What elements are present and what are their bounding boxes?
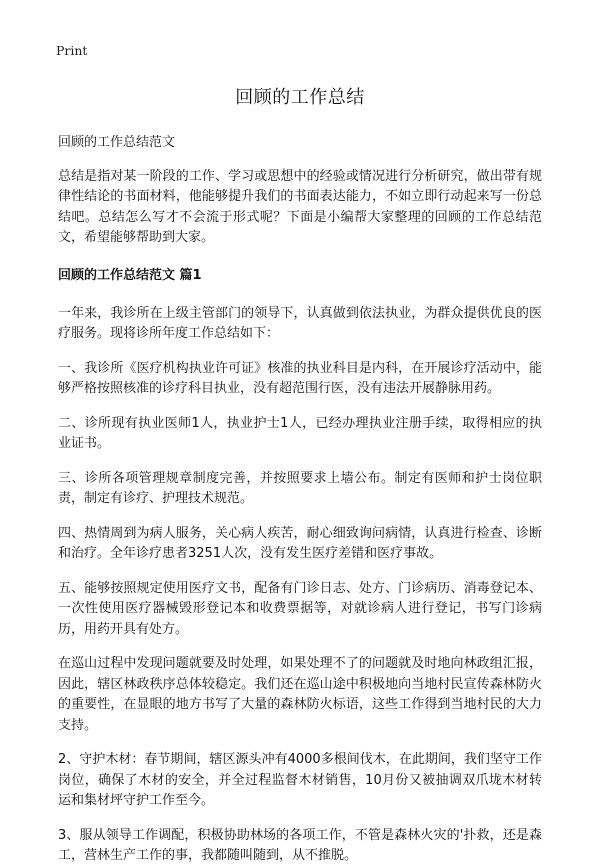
body-paragraph: 五、能够按照规定使用医疗文书，配备有门诊日志、处方、门诊病历、消毒登记本、一次性使用医疗器械毁形登记本和收费票据等，对就诊病人进行登记，书写门诊病历，用药开具有处方。: [58, 580, 542, 637]
body-paragraph: 一、我诊所《医疗机构执业许可证》核准的执业科目是内科，在开展诊疗活动中，能够严格按照核准的诊疗科目执业，没有超范围行医，没有违法开展静脉用药。: [58, 360, 542, 397]
body-paragraph: 三、诊所各项管理规章制度完善，并按照要求上墙公布。制定有医师和护士岗位职责，制定有诊疗、护理技术规范。: [58, 470, 542, 507]
body-paragraph: 在巡山过程中发现问题就要及时处理，如果处理不了的问题就及时地向林政组汇报，因此，辖区林政秩序总体较稳定。我们还在巡山途中积极地向当地村民宣传森林防火的重要性，在显眼的地方书写了大量的森林防火标语，这些工作得到当地村民的大力支持。: [58, 656, 542, 733]
document-subtitle: 回顾的工作总结范文: [58, 134, 176, 150]
body-paragraph: 二、诊所现有执业医师1人，执业护士1人，已经办理执业注册手续，取得相应的执业证书。: [58, 415, 542, 452]
body-paragraph: 四、热情周到为病人服务，关心病人疾苦，耐心细致询问病情，认真进行检查、诊断和治疗。全年诊疗患者3251人次，没有发生医疗差错和医疗事故。: [58, 525, 542, 562]
body-paragraph: 2、守护木材：春节期间，辖区源头冲有4000多根间伐木，在此期间，我们坚守工作岗位，确保了木材的安全，并全过程监督木材销售，10月份又被抽调双爪垅木材转运和集材坪守护工作至今。: [58, 752, 542, 809]
body-paragraph: 3、服从领导工作调配，积极协助林场的各项工作，不管是森林火灾的'扑救，还是森工，营林生产工作的事，我都随叫随到，从不推脱。: [58, 827, 542, 864]
body-paragraph: 一年来，我诊所在上级主管部门的领导下，认真做到依法执业，为群众提供优良的医疗服务。现将诊所年度工作总结如下：: [58, 305, 542, 342]
print-link[interactable]: Print: [56, 43, 88, 58]
section-heading: 回顾的工作总结范文 篇1: [58, 267, 202, 283]
document-title: 回顾的工作总结: [235, 87, 365, 108]
intro-paragraph: 总结是指对某一阶段的工作、学习或思想中的经验或情况进行分析研究，做出带有规律性结论的书面材料，他能够提升我们的书面表达能力，不如立即行动起来写一份总结吧。总结怎么写才不会流于形式呢？下面是小编帮大家整理的回顾的工作总结范文，希望能够帮助到大家。: [58, 168, 542, 246]
